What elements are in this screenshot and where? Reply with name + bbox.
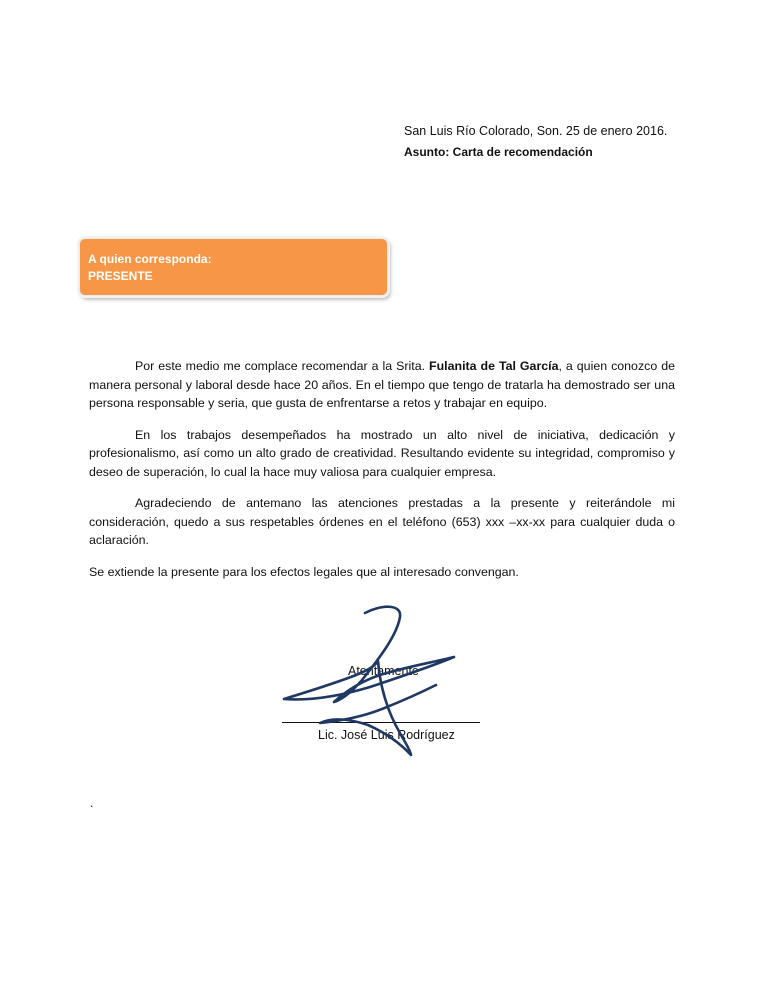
paragraph-4: Se extiende la presente para los efectos legales que al interesado convengan. [89, 564, 519, 579]
paragraph-1-end: , a quien conozco de manera personal y laboral desde hace 20 años. En el tiempo que tengo de tratarla ha demostrado ser una persona responsable y seria, que gusta de enfrentarse a retos y trabajar en equipo. [89, 359, 675, 410]
footer-dot: . [90, 796, 94, 810]
recommended-name: Fulanita de Tal García [429, 359, 559, 373]
paragraph-1-start: Por este medio me complace recomendar a la Srita. [135, 359, 430, 373]
paragraph-2: En los trabajos desempeñados ha mostrado un alto nivel de iniciativa, dedicación y profesionalismo, así como un alto grado de creatividad. Resultando evidente su integridad, compromiso y deseo de superación, lo cual la hace muy valiosa para cualquier empresa. [89, 427, 675, 479]
closing-salutation: Atentamente [348, 664, 419, 678]
subject-line: Asunto: Carta de recomendación [404, 145, 593, 159]
letter-body [89, 357, 675, 594]
place-date: San Luis Río Colorado, Son. 25 de enero 2016. [404, 124, 668, 138]
recipient-line-2: PRESENTE [88, 269, 153, 283]
recipient-line-1: A quien corresponda: [88, 252, 212, 266]
handwritten-signature [270, 595, 480, 765]
recipient-box [79, 238, 388, 296]
signer-name: Lic. José Luis Rodríguez [318, 728, 455, 742]
paragraph-3: Agradeciendo de antemano las atenciones prestadas a la presente y reiterándole mi consideración, quedo a sus respetables órdenes en el teléfono (653) xxx –xx-xx para cualquier duda o aclaración. [89, 496, 675, 547]
paragraph-1 [89, 357, 675, 413]
